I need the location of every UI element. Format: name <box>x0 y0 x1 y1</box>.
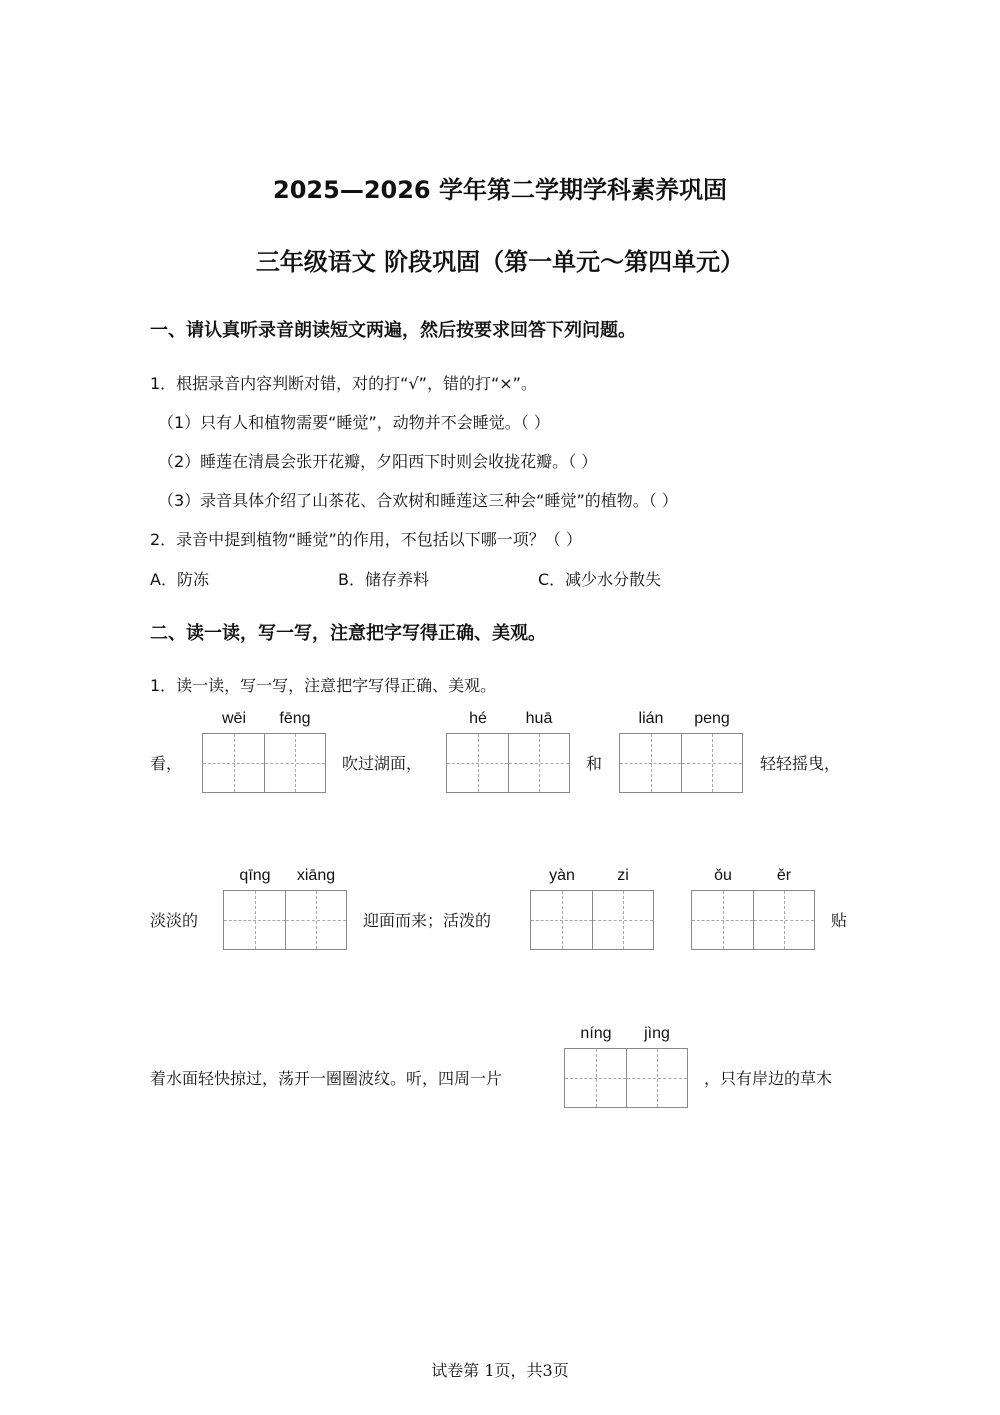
pinyin-wei: wēi <box>221 710 246 727</box>
option-b: B．储存养料 <box>338 570 429 589</box>
writing-cell[interactable] <box>692 891 753 949</box>
row2-text-2: 迎面而来；活泼的 <box>363 911 492 930</box>
row1-text-4: 轻轻摇曳， <box>760 754 841 773</box>
writing-cell[interactable] <box>681 734 742 792</box>
exam-subtitle: 三年级语文 阶段巩固（第一单元～第四单元） <box>255 248 745 276</box>
writing-grid-weifeng[interactable] <box>202 733 326 793</box>
writing-cell[interactable] <box>626 1049 687 1107</box>
pinyin-xiang: xiāng <box>296 867 336 884</box>
writing-cell[interactable] <box>447 734 508 792</box>
option-c: C．减少水分散失 <box>538 570 662 589</box>
writing-cell[interactable] <box>531 891 592 949</box>
writing-cell[interactable] <box>753 891 814 949</box>
pinyin-ou: ǒu <box>714 867 732 884</box>
pinyin-er: ěr <box>776 867 792 884</box>
writing-cell[interactable] <box>224 891 285 949</box>
exam-title: 2025—2026 学年第二学期学科素养巩固 <box>273 176 727 204</box>
writing-grid-qingxiang[interactable] <box>223 890 347 950</box>
row3-text-2: ，只有岸边的草木 <box>704 1069 833 1088</box>
writing-grid-lianpeng[interactable] <box>619 733 743 793</box>
pinyin-yan: yàn <box>549 867 575 884</box>
pinyin-qing: qīng <box>239 867 271 884</box>
pinyin-zi: zi <box>617 867 629 884</box>
section-2-heading: 二、读一读，写一写，注意把字写得正确、美观。 <box>150 623 546 644</box>
writing-grid-hehua[interactable] <box>446 733 570 793</box>
judge-item-3: （3）录音具体介绍了山茶花、合欢树和睡莲这三种会“睡觉”的植物。（ ） <box>158 491 678 510</box>
writing-grid-ouer[interactable] <box>691 890 815 950</box>
row2-text-3: 贴 <box>831 911 848 930</box>
writing-cell[interactable] <box>565 1049 626 1107</box>
option-a: A．防冻 <box>150 570 209 589</box>
pinyin-feng: fēng <box>279 710 311 727</box>
section-1-heading: 一、请认真听录音朗读短文两遍，然后按要求回答下列问题。 <box>150 320 636 341</box>
pinyin-lian: lián <box>638 710 664 727</box>
question-1-prompt: 1．根据录音内容判断对错，对的打“√”，错的打“×”。 <box>150 374 537 393</box>
writing-cell[interactable] <box>592 891 653 949</box>
section-2-question-1-prompt: 1．读一读，写一写，注意把字写得正确、美观。 <box>150 676 497 695</box>
page-footer: 试卷第 1页，共3页 <box>431 1361 569 1380</box>
pinyin-ning: níng <box>580 1025 612 1042</box>
writing-cell[interactable] <box>508 734 569 792</box>
row1-text-2: 吹过湖面， <box>342 754 423 773</box>
row1-text-1: 看， <box>150 754 183 773</box>
row1-text-3: 和 <box>586 754 603 773</box>
pinyin-he: hé <box>469 710 487 727</box>
row3-text-1: 着水面轻快掠过，荡开一圈圈波纹。听，四周一片 <box>150 1069 503 1088</box>
pinyin-hua: huā <box>525 710 553 727</box>
judge-item-2: （2）睡莲在清晨会张开花瓣，夕阳西下时则会收拢花瓣。（ ） <box>158 452 598 471</box>
writing-cell[interactable] <box>620 734 681 792</box>
pinyin-jing: jìng <box>644 1025 670 1042</box>
writing-cell[interactable] <box>285 891 346 949</box>
pinyin-peng: peng <box>694 710 730 727</box>
writing-cell[interactable] <box>264 734 325 792</box>
writing-cell[interactable] <box>203 734 264 792</box>
writing-grid-yanzi[interactable] <box>530 890 654 950</box>
judge-item-1: （1）只有人和植物需要“睡觉”，动物并不会睡觉。（ ） <box>158 413 550 432</box>
question-2-prompt: 2．录音中提到植物“睡觉”的作用，不包括以下哪一项？（ ） <box>150 530 582 549</box>
row2-text-1: 淡淡的 <box>150 911 199 930</box>
writing-grid-ningjing[interactable] <box>564 1048 688 1108</box>
